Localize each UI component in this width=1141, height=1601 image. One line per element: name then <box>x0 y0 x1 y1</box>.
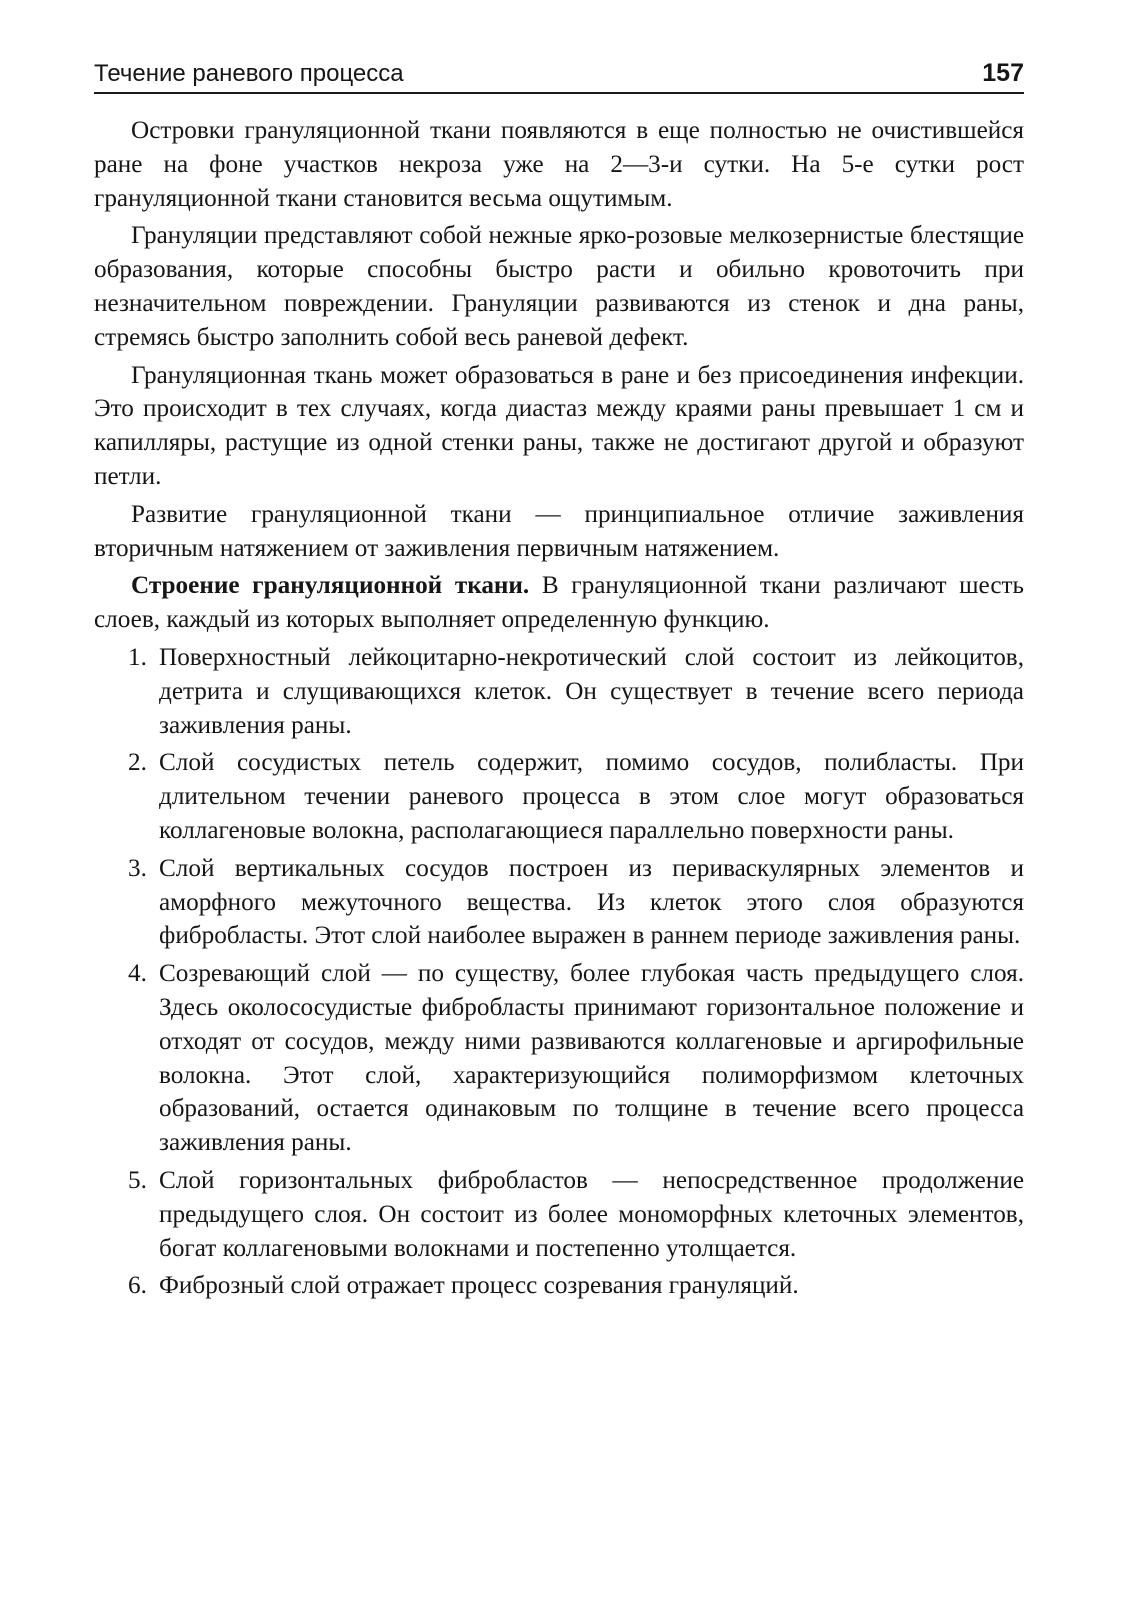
list-item <box>128 852 1024 953</box>
list-item <box>128 1269 1024 1303</box>
book-page <box>94 58 1024 1307</box>
list-item-number: 2. <box>128 749 147 777</box>
list-item-text: Созревающий слой — по существу, более глубокая часть предыдущего слоя. Здесь околососудистые фибробласты принимают горизонтальное положение и отходят от сосудов, между ними развиваются коллагеновые и аргирофильные волокна. Этот слой, характеризующийся полиморфизмом клеточных образований, остается одинаковым по толщине в течение всего процесса заживления раны. <box>159 960 1024 1157</box>
list-item <box>128 641 1024 742</box>
list-item-number: 6. <box>128 1272 147 1300</box>
list-item-text: Фиброзный слой отражает процесс созревания грануляций. <box>159 1272 799 1300</box>
list-item-number: 4. <box>128 960 147 988</box>
structure-paragraph <box>94 569 1024 637</box>
paragraph: Грануляции представляют собой нежные ярко-розовые мелкозернистые блестящие образования, которые способны быстро расти и обильно кровоточить при незначительном повреждении. Грануляции развиваются из стенок и дна раны, стремясь быстро заполнить собой весь раневой дефект. <box>94 222 1024 351</box>
list-item <box>128 957 1024 1160</box>
layers-list <box>94 641 1024 1303</box>
list-item-number: 3. <box>128 854 147 882</box>
running-header <box>94 58 1024 94</box>
paragraph: Грануляционная ткань может образоваться в ране и без присоединения инфекции. Это происходит в тех случаях, когда диастаз между краями раны превышает 1 см и капилляры, растущие из одной стенки раны, также не достигают другой и образуют петли. <box>94 361 1024 490</box>
body-text <box>94 114 1024 1303</box>
paragraph: Островки грануляционной ткани появляются в еще полностью не очистившейся ране на фоне участков некроза уже на 2—3-и сутки. На 5-е сутки рост грануляционной ткани становится весьма ощутимым. <box>94 117 1024 212</box>
list-item-text: Поверхностный лейкоцитарно-некротический слой состоит из лейкоцитов, детрита и слущивающихся клеток. Он существует в течение всего периода заживления раны. <box>159 643 1024 739</box>
list-item <box>128 746 1024 847</box>
section-title: Течение раневого процесса <box>94 60 404 87</box>
list-item-number: 1. <box>128 643 147 671</box>
page-number: 157 <box>982 59 1024 87</box>
structure-heading: Строение грануляционной ткани. <box>131 572 530 600</box>
structure-intro: В грануляционной ткани различают шесть слоев, каждый из которых выполняет определенную функцию. <box>94 572 1024 634</box>
list-item <box>128 1164 1024 1265</box>
paragraph: Развитие грануляционной ткани — принципиальное отличие заживления вторичным натяжением от заживления первичным натяжением. <box>94 500 1024 562</box>
list-item-number: 5. <box>128 1166 147 1194</box>
list-item-text: Слой сосудистых петель содержит, помимо сосудов, полибласты. При длительном течении раневого процесса в этом слое могут образоваться коллагеновые волокна, располагающиеся параллельно поверхности раны. <box>159 749 1024 844</box>
list-item-text: Слой вертикальных сосудов построен из периваскулярных элементов и аморфного межуточного вещества. Из клеток этого слоя образуются фибробласты. Этот слой наиболее выражен в раннем периоде заживления раны. <box>159 854 1024 950</box>
list-item-text: Слой горизонтальных фибробластов — непосредственное продолжение предыдущего слоя. Он состоит из более мономорфных клеточных элементов, богат коллагеновыми волокнами и постепенно утолщается. <box>159 1166 1024 1262</box>
